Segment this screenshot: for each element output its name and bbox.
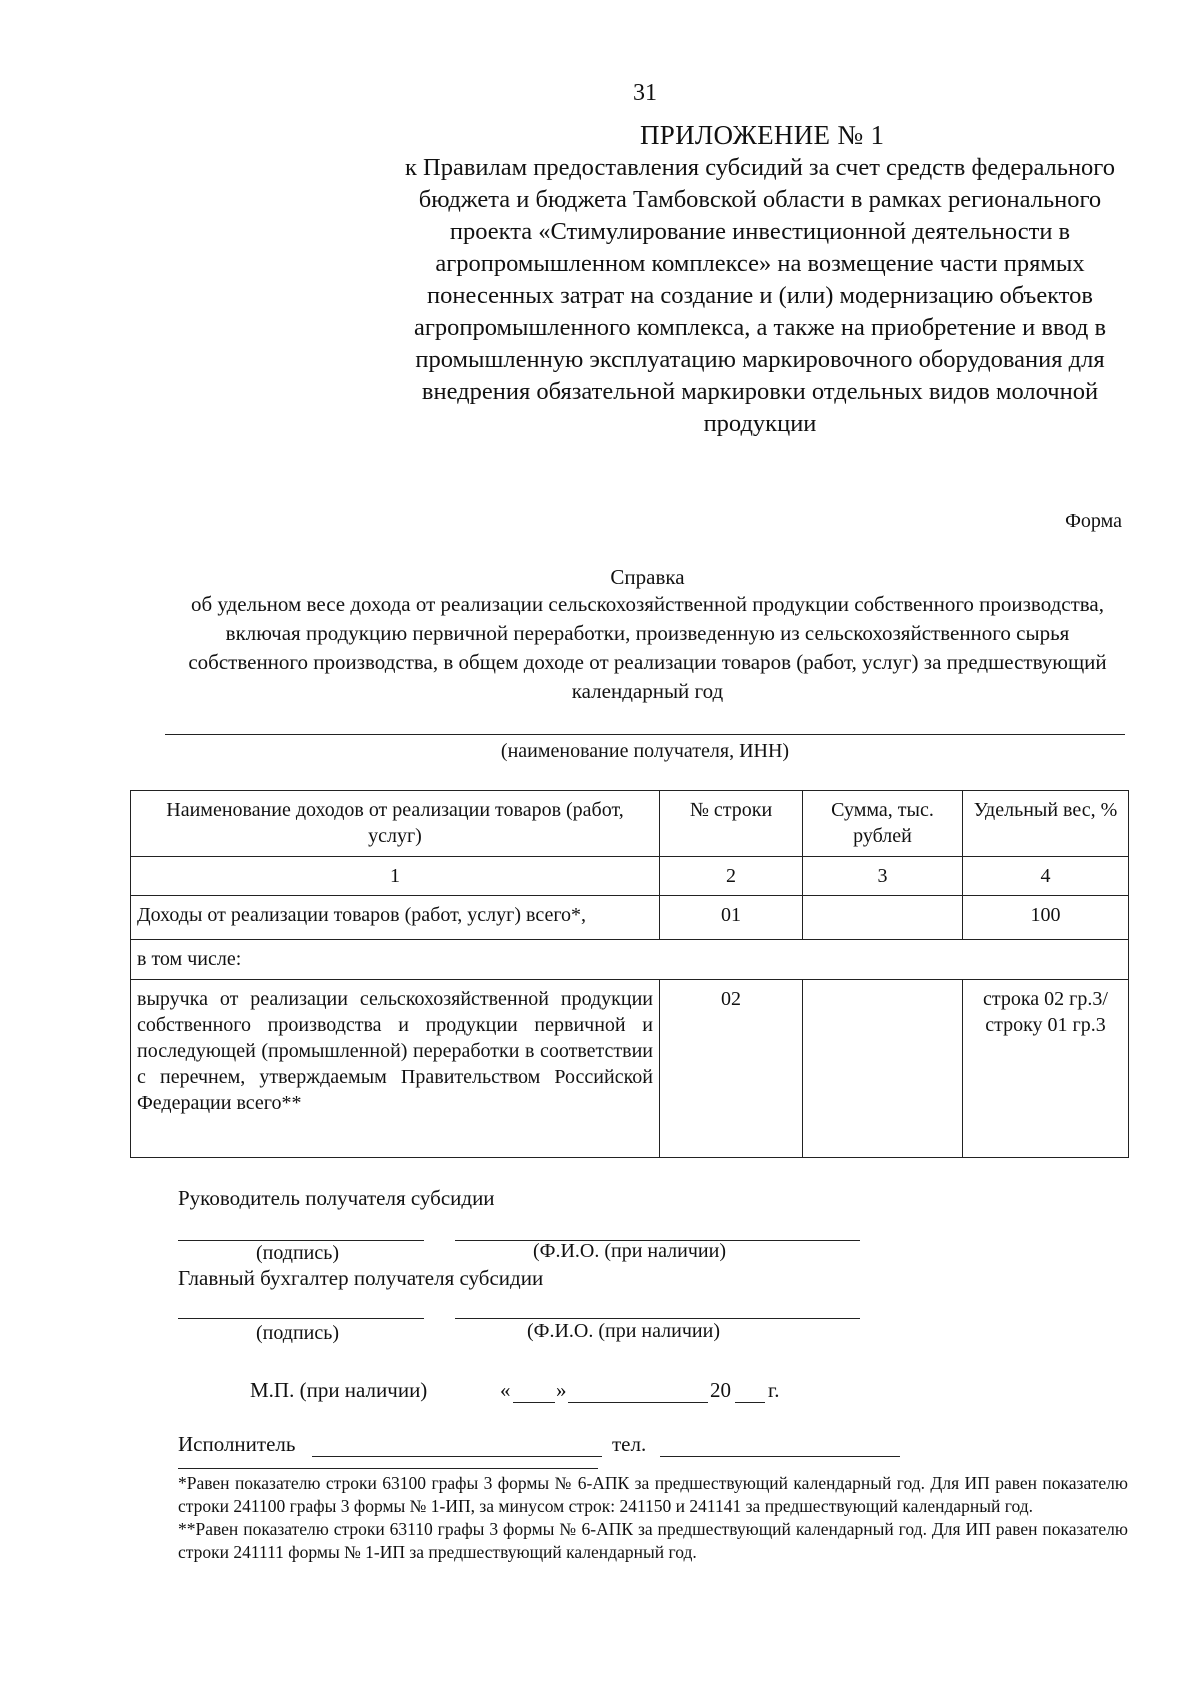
header-line-number: № строки: [660, 791, 803, 857]
row-share: 100: [963, 896, 1129, 940]
row-name: выручка от реализации сельскохозяйственной продукции собственного производства и продукции первичной и последующей (промышленной) переработки в соответствии с перечнем, утверждаемым Правительством Российской Федерации всего**: [131, 980, 660, 1158]
table-row: [131, 980, 1129, 1158]
row-sum-cell[interactable]: [803, 980, 963, 1158]
accountant-label: Главный бухгалтер получателя субсидии: [178, 1266, 544, 1290]
table-row: [131, 940, 1129, 980]
table-row: [131, 896, 1129, 940]
date-year-field[interactable]: [735, 1402, 765, 1403]
head-signature-field[interactable]: [178, 1240, 424, 1241]
footnote-separator: [178, 1468, 598, 1469]
head-name-caption: (Ф.И.О. (при наличии): [533, 1240, 726, 1262]
date-year-suffix: г.: [768, 1378, 780, 1402]
accountant-name-field[interactable]: [455, 1318, 860, 1319]
row-line-number: 01: [660, 896, 803, 940]
date-year-prefix: 20: [710, 1378, 731, 1402]
head-label: Руководитель получателя субсидии: [178, 1186, 495, 1210]
head-signature-caption: (подпись): [256, 1242, 340, 1264]
footnote-2: **Равен показателю строки 63110 графы 3 формы № 6-АПК за предшествующий календарный год. Для ИП равен показателю строки 241111 формы № 1-ИП за предшествующий календарный год.: [178, 1519, 1128, 1562]
income-table: [130, 790, 1129, 1158]
phone-label: тел.: [612, 1432, 647, 1456]
document-title: Справка: [610, 565, 685, 589]
footnotes: [178, 1472, 1128, 1564]
row-sum-cell[interactable]: [803, 896, 963, 940]
row-share: строка 02 гр.3/ строку 01 гр.3: [963, 980, 1129, 1158]
row-subheading: в том числе:: [131, 940, 1129, 980]
accountant-signature-field[interactable]: [178, 1318, 424, 1319]
table-header-row: [131, 791, 1129, 857]
column-number-row: [131, 857, 1129, 896]
column-number: 4: [963, 857, 1129, 896]
recipient-caption: (наименование получателя, ИНН): [500, 740, 790, 762]
appendix-text: к Правилам предоставления субсидий за счет средств федерального бюджета и бюджета Тамбовской области в рамках регионального проекта «Стимулирование инвестиционной деятельности в агропромышленном комплексе» на возмещение части прямых понесенных затрат на создание и (или) модернизацию объектов агропромышленного комплекса, а также на приобретение и ввод в промышленную эксплуатацию маркировочного оборудования для внедрения обязательной маркировки отдельных видов молочной продукции: [404, 154, 1115, 437]
header-share: Удельный вес, %: [963, 791, 1129, 857]
date-day-field[interactable]: [513, 1402, 555, 1403]
date-open-quote: «: [500, 1378, 511, 1402]
header-income-name: Наименование доходов от реализации товаров (работ, услуг): [131, 791, 660, 857]
appendix-title: ПРИЛОЖЕНИЕ № 1: [640, 120, 885, 150]
stamp-label: М.П. (при наличии): [250, 1378, 428, 1402]
accountant-name-caption: (Ф.И.О. (при наличии): [527, 1320, 720, 1342]
phone-field[interactable]: [660, 1456, 900, 1457]
header-sum: Сумма, тыс. рублей: [803, 791, 963, 857]
row-line-number: 02: [660, 980, 803, 1158]
recipient-name-field[interactable]: [165, 734, 1125, 735]
footnote-1: *Равен показателю строки 63100 графы 3 формы № 6-АПК за предшествующий календарный год. Для ИП равен показателю строки 241100 графы 3 формы № 1-ИП, за минусом строк: 241150 и 241141 за предшествующий календарный год.: [178, 1473, 1128, 1516]
row-name: Доходы от реализации товаров (работ, услуг) всего*,: [131, 896, 660, 940]
date-month-field[interactable]: [568, 1402, 708, 1403]
accountant-signature-caption: (подпись): [256, 1322, 340, 1344]
form-label: Форма: [1065, 510, 1122, 532]
date-close-quote: »: [556, 1378, 567, 1402]
executor-field[interactable]: [312, 1456, 602, 1457]
document-subtitle: об удельном весе дохода от реализации сельскохозяйственной продукции собственного производства, включая продукцию первичной переработки, произведенную из сельскохозяйственного сырья собственного производства, в общем доходе от реализации товаров (работ, услуг) за предшествующий календарный год: [188, 592, 1107, 703]
column-number: 3: [803, 857, 963, 896]
page-number: 31: [633, 80, 657, 106]
column-number: 1: [131, 857, 660, 896]
executor-label: Исполнитель: [178, 1432, 296, 1456]
column-number: 2: [660, 857, 803, 896]
